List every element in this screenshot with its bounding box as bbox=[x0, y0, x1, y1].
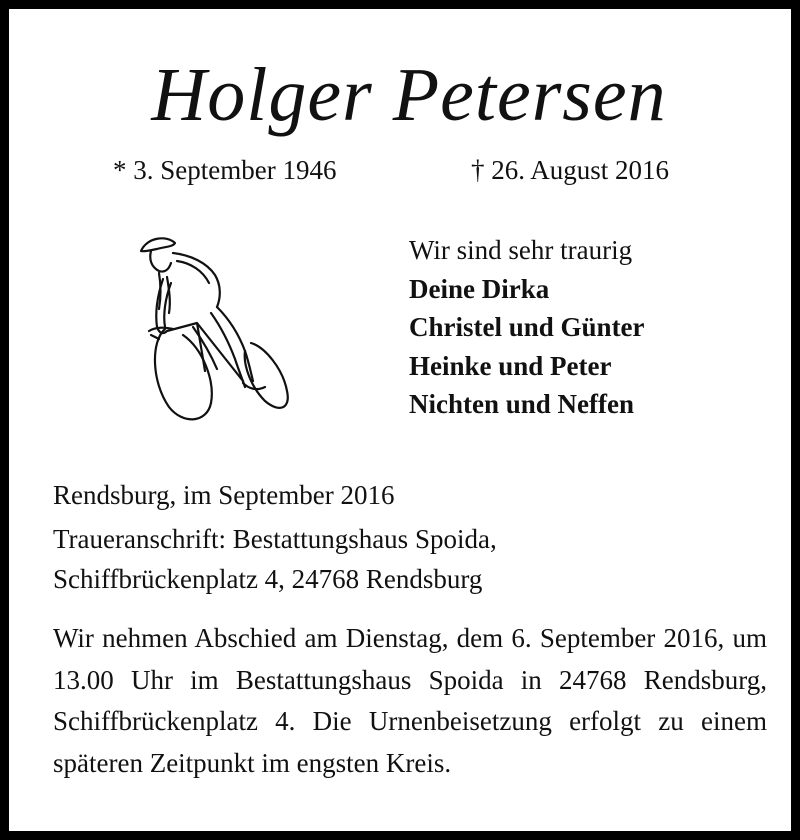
address-line: Traueranschrift: Bestattungshaus Spoida, bbox=[53, 524, 497, 554]
mourner-name: Nichten und Neffen bbox=[409, 389, 635, 419]
mourning-address bbox=[53, 519, 497, 599]
death-date: † 26. August 2016 bbox=[471, 155, 670, 185]
address-line: Schiffbrückenplatz 4, 24768 Rendsburg bbox=[53, 564, 483, 594]
birth-date: * 3. September 1946 bbox=[113, 155, 337, 185]
mourners-intro: Wir sind sehr traurig bbox=[409, 235, 633, 265]
mourner-name: Christel und Günter bbox=[409, 312, 645, 342]
mourner-name: Deine Dirka bbox=[409, 273, 550, 304]
place-date: Rendsburg, im September 2016 bbox=[53, 480, 395, 510]
funeral-notice: Wir nehmen Abschied am Dienstag, dem 6. September 2016, um 13.00 Uhr im Bestattungshaus Spoida in 24768 Rendsburg, Schiffbrückenplatz 4. Die Urnenbeisetzung erfolgt zu einem späteren Zeitpunkt im engsten Kreis. bbox=[53, 623, 767, 778]
mourner-name: Heinke und Peter bbox=[409, 350, 612, 381]
mourners-block bbox=[409, 231, 769, 424]
cyclist-icon bbox=[133, 231, 295, 425]
deceased-name: Holger Petersen bbox=[151, 53, 667, 137]
